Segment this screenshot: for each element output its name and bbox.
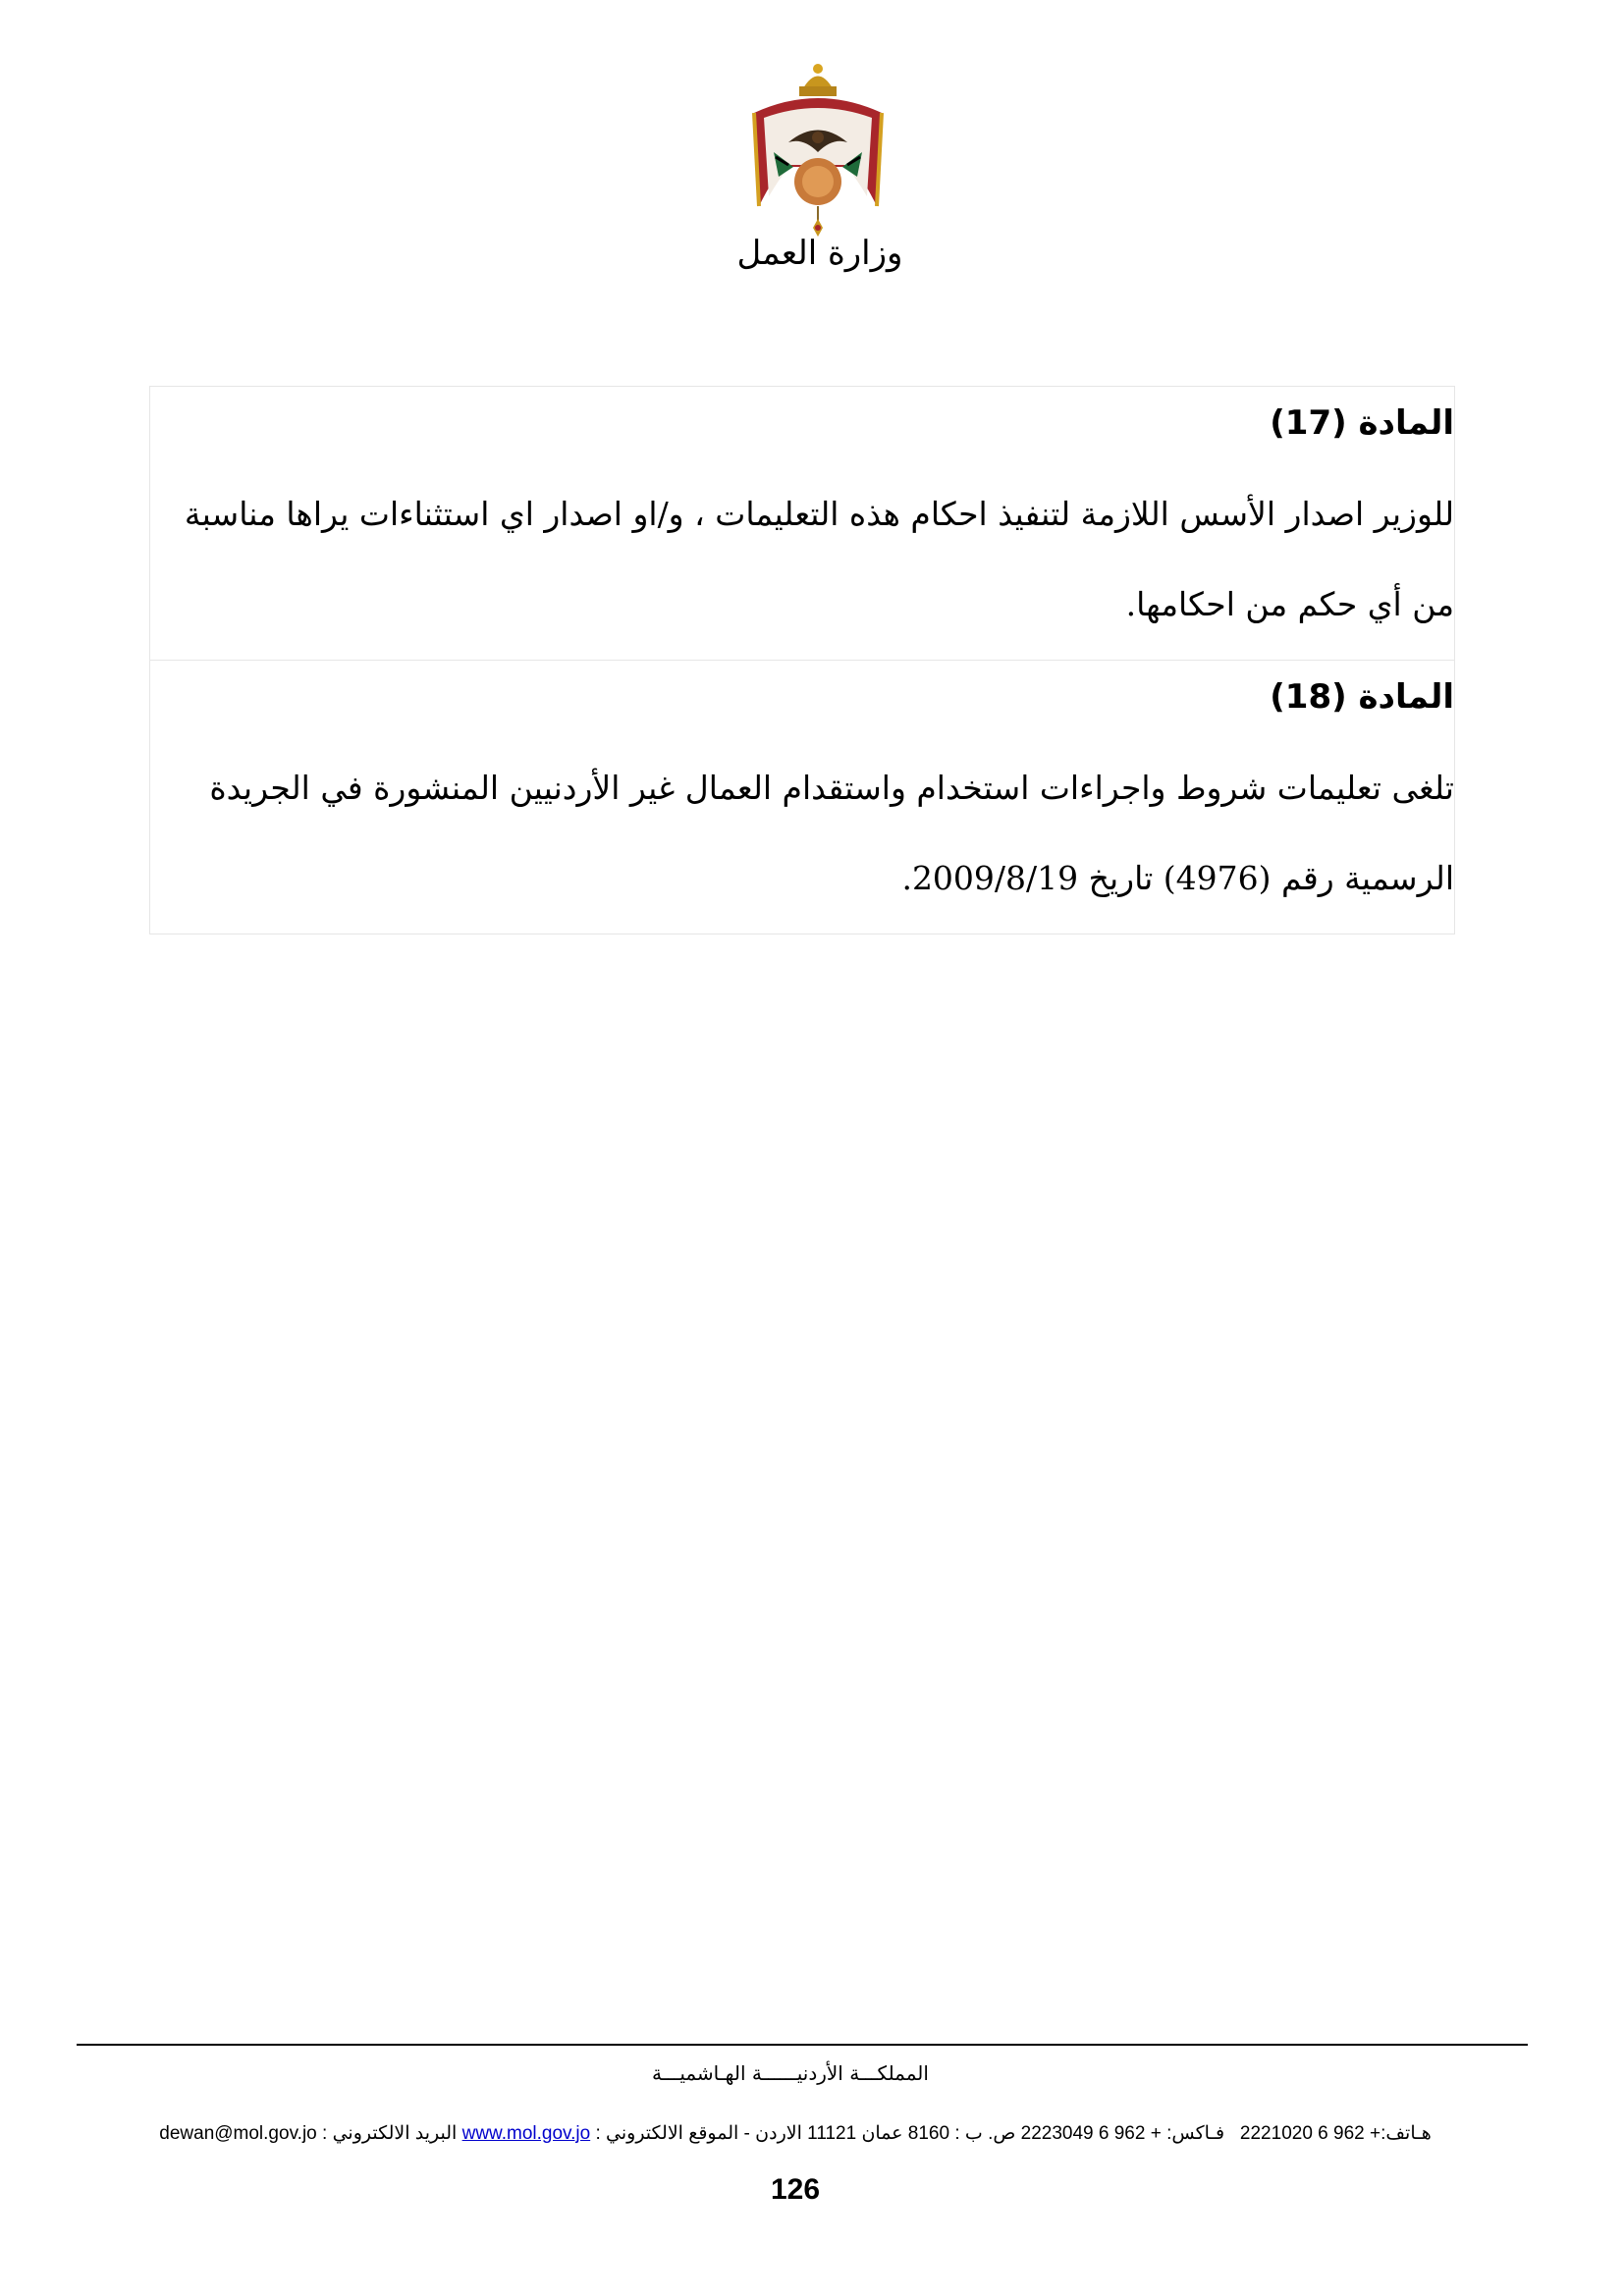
fax-text: فـاكس: + 962 6 2223049 (1020, 2123, 1225, 2144)
article-title: المادة (17) (1270, 403, 1454, 443)
website-label: - الموقع الالكتروني : (595, 2123, 750, 2144)
po-box-text: ص. ب : 8160 عمان 11121 الاردن (755, 2123, 1016, 2144)
footer-divider (77, 2044, 1528, 2046)
email-text[interactable]: dewan@mol.gov.jo (159, 2123, 317, 2144)
kingdom-name: المملكـــة الأردنيــــــة الهـاشميـــة (652, 2061, 929, 2085)
article-18 (150, 660, 1454, 934)
email-label: البريد الالكتروني : (322, 2123, 458, 2144)
article-title: المادة (18) (1270, 677, 1454, 717)
page-number: 126 (770, 2173, 821, 2206)
phone-text: هـاتف:+ 962 6 2221020 (1239, 2123, 1432, 2144)
ministry-name: وزارة العمل (736, 234, 903, 273)
article-17 (150, 387, 1454, 660)
articles-table (149, 386, 1455, 934)
article-body: تلغى تعليمات شروط واجراءات استخدام واستقدام العمال غير الأردنيين المنشورة في الجريدة الرسمية رقم (4976) تاريخ 2009/8/19. (209, 769, 1454, 897)
article-body: للوزير اصدار الأسس اللازمة لتنفيذ احكام هذه التعليمات ، و/او اصدار اي استثناءات يراها مناسبة من أي حكم من احكامها. (184, 495, 1454, 623)
contact-line (98, 2122, 1492, 2145)
website-link[interactable]: www.mol.gov.jo (461, 2123, 591, 2144)
coat-of-arms-emblem (734, 59, 901, 240)
